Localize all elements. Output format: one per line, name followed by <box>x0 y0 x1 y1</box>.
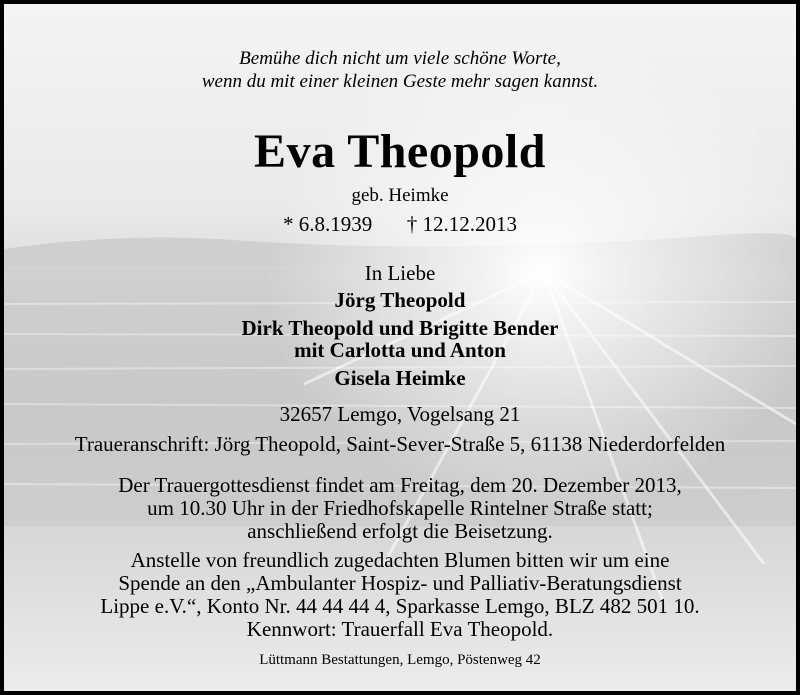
service-line: Der Trauergottesdienst findet am Freitag, dem 20. Dezember 2013, <box>118 473 682 497</box>
undertaker-line: Lüttmann Bestattungen, Lemgo, Pöstenweg 42 <box>259 652 541 668</box>
donation-line: Spende an den „Ambulanter Hospiz- und Palliativ-Beratungsdienst <box>118 571 682 595</box>
mourner-name: Jörg Theopold <box>334 288 466 312</box>
mourners-intro: In Liebe <box>364 261 436 285</box>
birth-name: geb. Heimke <box>351 185 449 206</box>
donation-line: Lippe e.V.“, Konto Nr. 44 44 44 4, Sparkasse Lemgo, BLZ 482 501 10. <box>100 594 700 618</box>
deceased-name: Eva Theopold <box>254 125 546 178</box>
donation-line: Kennwort: Trauerfall Eva Theopold. <box>246 617 554 641</box>
mourner-name: Gisela Heimke <box>334 366 466 390</box>
service-line: anschließend erfolgt die Beisetzung. <box>247 519 553 543</box>
home-address: 32657 Lemgo, Vogelsang 21 <box>279 402 521 426</box>
service-line: um 10.30 Uhr in der Friedhofskapelle Rintelner Straße statt; <box>147 496 653 520</box>
quote-line-1: Bemühe dich nicht um viele schöne Worte, <box>239 48 561 69</box>
mourner-name: Dirk Theopold und Brigitte Bender <box>241 316 559 340</box>
donation-line: Anstelle von freundlich zugedachten Blumen bitten wir um eine <box>130 548 670 572</box>
mourner-name: mit Carlotta und Anton <box>294 338 506 362</box>
death-date: † 12.12.2013 <box>406 212 517 236</box>
life-dates <box>4 212 796 237</box>
quote-line-2: wenn du mit einer kleinen Geste mehr sagen kannst. <box>201 71 599 92</box>
mourning-address: Traueranschrift: Jörg Theopold, Saint-Sever-Straße 5, 61138 Niederdorfelden <box>74 432 726 456</box>
birth-date: * 6.8.1939 <box>283 212 373 236</box>
